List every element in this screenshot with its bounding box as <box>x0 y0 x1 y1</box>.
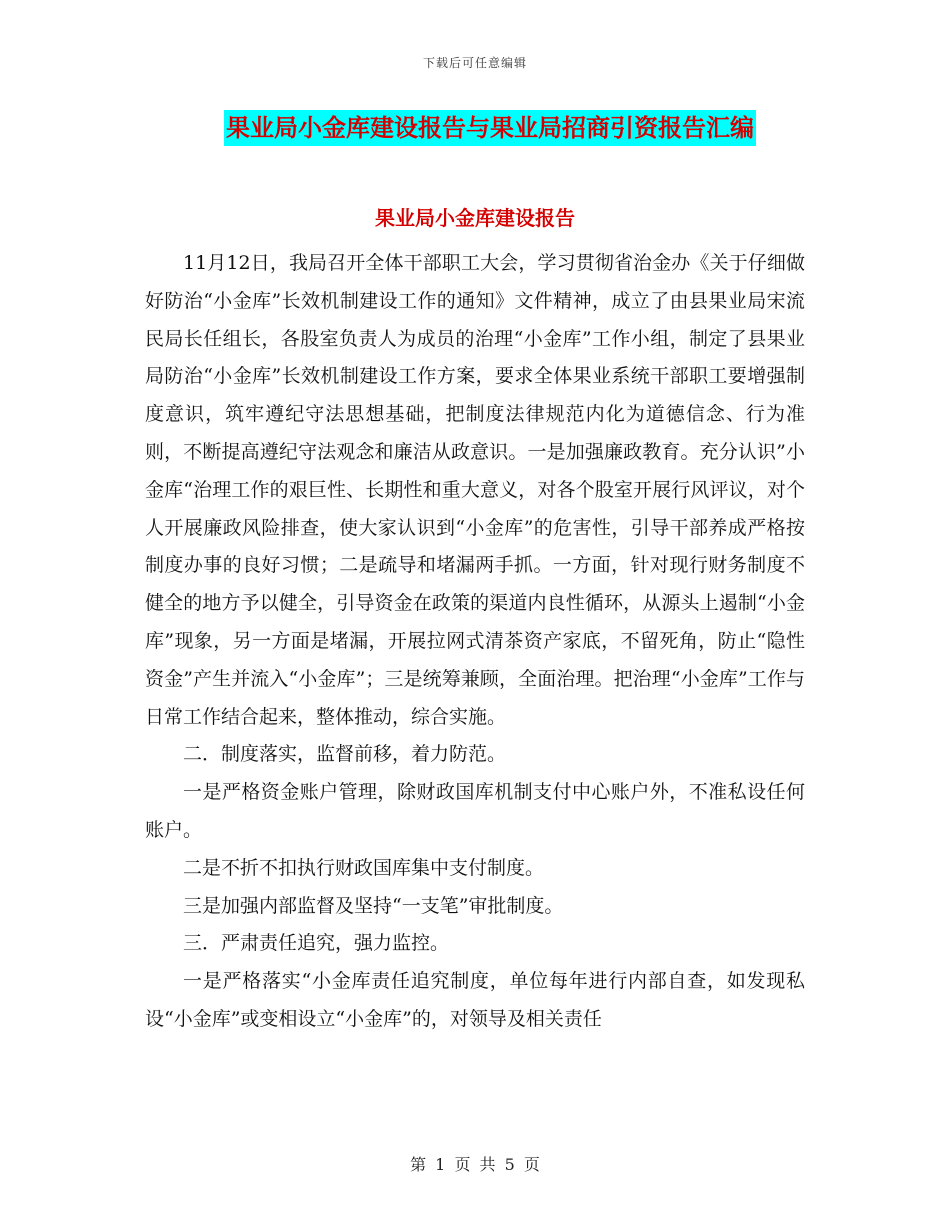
page-footer: 第 1 页 共 5 页 <box>410 1155 540 1174</box>
paragraph: 一是严格资金账户管理，除财政国库机制支付中心账户外，不准私设任何账户。 <box>145 781 805 841</box>
paragraph: 一是严格落实“小金库责任追究制度，单位每年进行内部自查，如发现私设“小金库”或变相设立“小金库”的，对领导及相关责任 <box>145 970 805 1030</box>
paragraph: 三是加强内部监督及坚持“一支笔”审批制度。 <box>183 894 564 917</box>
paragraph: 二．制度落实，监督前移，着力防范。 <box>183 743 507 766</box>
paragraph: 11月12日，我局召开全体干部职工大会，学习贯彻省治金办《关于仔细做好防治“小金库”长效机制建设工作的通知》文件精神，成立了由县果业局宋流民局长任组长，各股室负责人为成员的治理“小金库”工作小组，制定了县果业局防治“小金库”长效机制建设工作方案，要求全体果业系统干部职工要增强制度意识，筑牢遵纪守法思想基础，把制度法律规范内化为道德信念、行为准则，不断提高遵纪守法观念和廉洁从政意识。一是加强廉政教育。充分认识”小金库“治理工作的艰巨性、长期性和重大意义，对各个股室开展行风评议，对个人开展廉政风险排查，使大家认识到“小金库”的危害性，引导干部养成严格按制度办事的良好习惯；二是疏导和堵漏两手抓。一方面，针对现行财务制度不健全的地方予以健全，引导资金在政策的渠道内良性循环，从源头上遏制“小金库”现象，另一方面是堵漏，开展拉网式清茶资产家底，不留死角，防止“隐性资金”产生并流入“小金库”；三是统筹兼顾，全面治理。把治理“小金库”工作与日常工作结合起来，整体推动，综合实施。 <box>145 252 805 728</box>
section-title: 果业局小金库建设报告 <box>375 206 575 230</box>
main-title-container <box>0 110 950 146</box>
header-note: 下载后可任意编辑 <box>422 56 527 70</box>
main-title: 果业局小金库建设报告与果业局招商引资报告汇编 <box>224 110 756 146</box>
body-text <box>145 245 805 1039</box>
paragraph: 二是不折不扣执行财政国库集中支付制度。 <box>183 856 545 879</box>
paragraph: 三．严肃责任追究，强力监控。 <box>183 932 450 955</box>
